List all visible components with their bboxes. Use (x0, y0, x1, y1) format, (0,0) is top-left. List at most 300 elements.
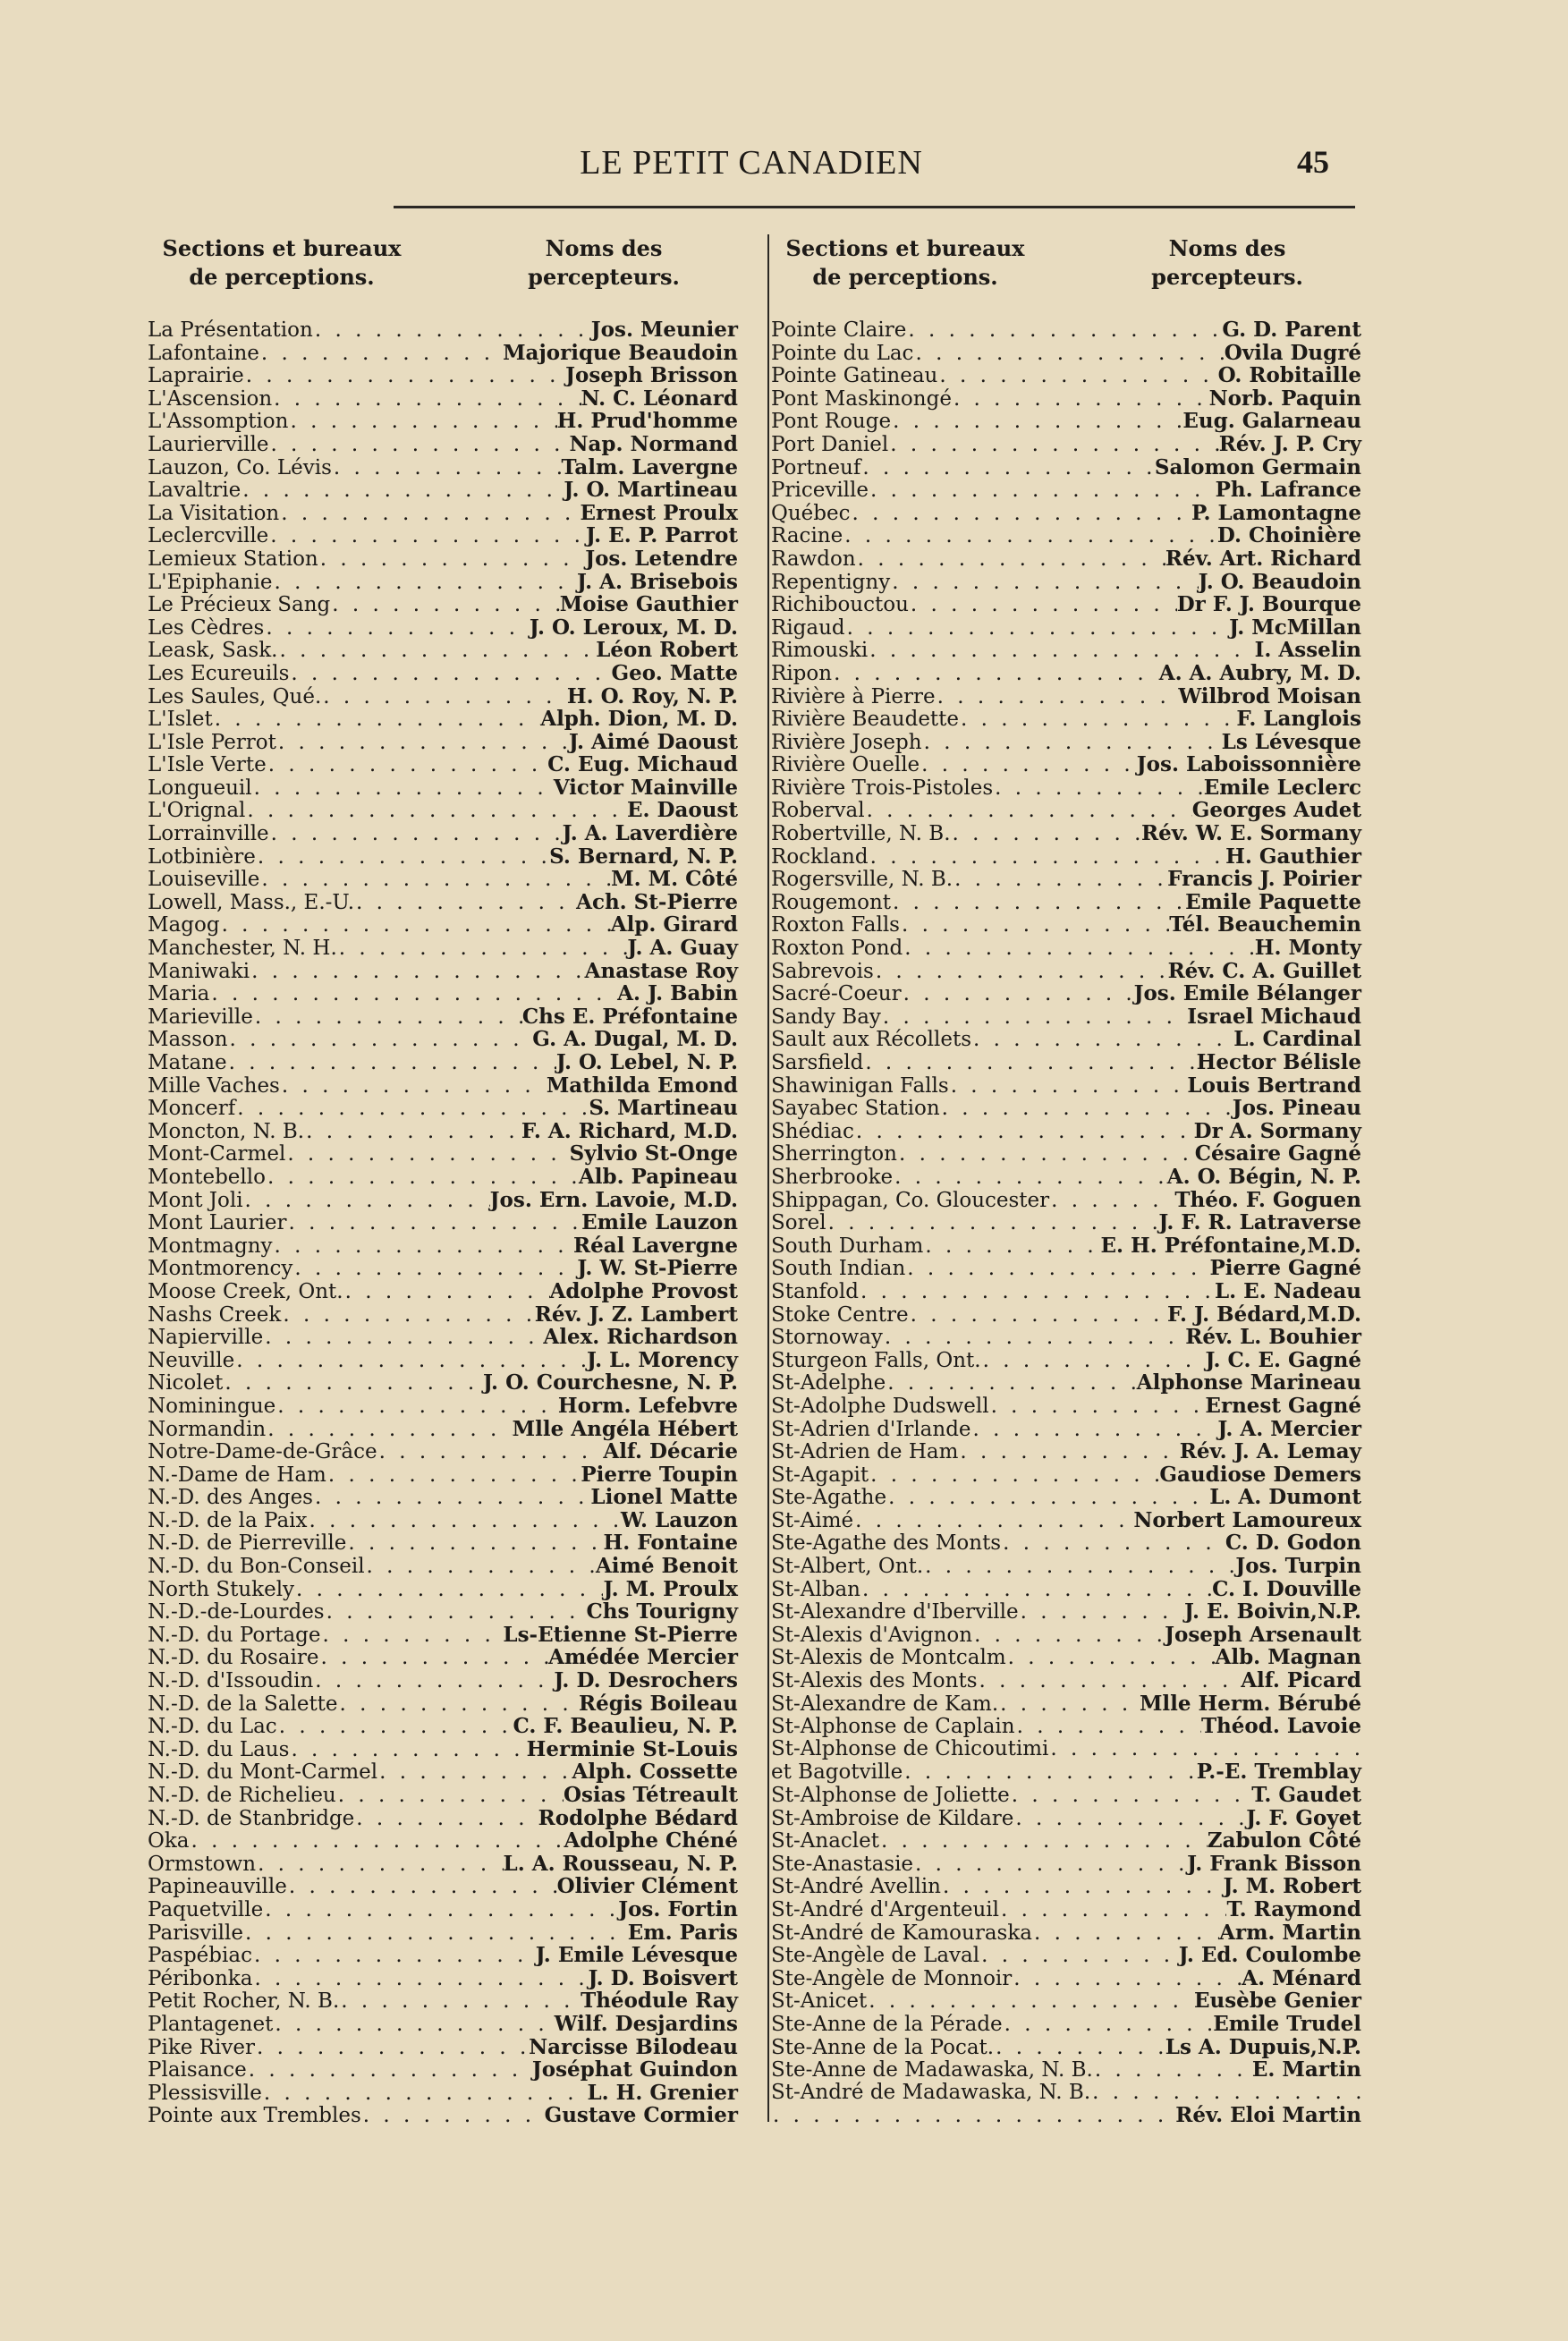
list-item (148, 1829, 738, 1853)
section-name: St-Agapit (771, 1463, 869, 1487)
dot-leader (1090, 2082, 1361, 2105)
section-name: Montebello (148, 1165, 266, 1189)
collector-name: A. Ménard (1242, 1965, 1361, 1990)
list-item (148, 1005, 738, 1029)
dot-leader (266, 1419, 512, 1442)
section-name: Roxton Falls (771, 913, 900, 937)
collector-name: Léon Robert (596, 638, 738, 663)
section-name: N.-D. du Lac (148, 1715, 277, 1739)
list-item (148, 616, 738, 640)
collector-name: Amédée Mercier (548, 1645, 738, 1670)
list-item (148, 1280, 738, 1303)
dot-leader (891, 892, 1185, 915)
list-item (771, 2104, 1361, 2127)
collector-name: F. Langlois (1236, 707, 1361, 732)
collector-name: Adolphe Provost (549, 1278, 738, 1303)
collector-name: Adolphe Chéné (564, 1828, 738, 1853)
dot-leader (289, 663, 611, 686)
section-name: Sabrevois (771, 959, 874, 983)
section-name: Shawinigan Falls (771, 1073, 949, 1098)
collector-name: Dr A. Sormany (1193, 1118, 1361, 1143)
section-name: Nominingue (148, 1394, 276, 1418)
list-item (771, 342, 1361, 365)
dot-leader (259, 869, 611, 892)
list-item (771, 433, 1361, 456)
list-item (771, 1371, 1361, 1395)
dot-leader (247, 2059, 532, 2082)
section-name: Laprairie (148, 364, 244, 388)
collector-name: D. Choinière (1216, 523, 1361, 548)
list-item (771, 708, 1361, 731)
section-name: Stoke Centre (771, 1302, 909, 1327)
section-name: L'Orignal (148, 799, 246, 823)
section-name: Le Précieux Sang (148, 593, 331, 617)
collector-name: L. A. Rousseau, N. P. (503, 1851, 738, 1876)
collector-name: J. F. R. Latraverse (1158, 1210, 1361, 1235)
section-name: Rivière Ouelle (771, 753, 920, 777)
section-name: St-André de Madawaska, N. B. (771, 2080, 1091, 2104)
section-name: Rawdon (771, 547, 856, 571)
list-item (771, 2058, 1361, 2082)
dot-leader (900, 914, 1169, 937)
dot-leader (863, 1052, 1196, 1075)
collector-name: J. Frank Bisson (1187, 1851, 1361, 1876)
dot-leader (920, 754, 1137, 777)
list-item (148, 1120, 738, 1143)
collector-name: C. Eug. Michaud (547, 752, 738, 777)
running-title: LE PETIT CANADIEN (580, 144, 923, 182)
section-name: Priceville (771, 479, 869, 503)
list-item (771, 1989, 1361, 2013)
collector-name: Théod. Lavoie (1200, 1714, 1361, 1739)
section-name: Louiseville (148, 868, 260, 892)
collector-name: Ach. St-Pierre (576, 889, 738, 914)
list-item (771, 1509, 1361, 1532)
collector-name: Francis J. Poirier (1167, 867, 1361, 892)
dot-leader (213, 708, 541, 732)
dot-leader (883, 1327, 1185, 1350)
dot-leader (897, 1143, 1195, 1166)
section-name: Les Saules, Qué. (148, 684, 322, 708)
collector-name: Chs E. Préfontaine (521, 1004, 738, 1029)
dot-leader (354, 892, 576, 915)
collector-name: Rodolphe Bédard (538, 1805, 738, 1830)
section-name: North Stukely (148, 1577, 295, 1601)
list-item (771, 1418, 1361, 1441)
section-name: Rivière Beaudette (771, 708, 960, 732)
collector-name: Alb. Papineau (578, 1164, 738, 1189)
section-name: N.-D. du Bon-Conseil (148, 1555, 365, 1579)
collector-name: Arm. Martin (1219, 1920, 1361, 1945)
dot-leader (1006, 1647, 1216, 1670)
section-name: Repentigny (771, 570, 891, 594)
section-name: St-André de Kamouraska (771, 1921, 1033, 1945)
list-item (771, 2013, 1361, 2036)
section-name: N.-D. du Rosaire (148, 1646, 319, 1670)
dot-leader (1049, 1190, 1174, 1213)
section-name: Petit Rocher, N. B. (148, 1989, 340, 2014)
section-name: Stornoway (771, 1326, 883, 1350)
section-name: L'Ascension (148, 386, 273, 411)
section-name: Magog (148, 913, 220, 937)
section-name: Leask, Sask. (148, 639, 278, 663)
collector-name: C. I. Douville (1212, 1576, 1361, 1601)
dot-leader (881, 1006, 1187, 1030)
list-item (148, 1097, 738, 1120)
dot-leader (313, 319, 591, 343)
list-item (771, 1600, 1361, 1624)
list-item (771, 891, 1361, 914)
collector-name: G. A. Dugal, M. D. (532, 1027, 738, 1052)
dot-leader (979, 1945, 1179, 1968)
dot-leader (1003, 2014, 1214, 2037)
list-item (771, 364, 1361, 387)
collector-name: P. Lamontagne (1191, 500, 1361, 525)
list-item (771, 1349, 1361, 1372)
section-name: Moncerf (148, 1097, 236, 1121)
list-item (771, 1395, 1361, 1418)
dot-leader (826, 1212, 1159, 1235)
collector-name: Anastase Roy (584, 958, 738, 983)
section-name: Les Ecureuils (148, 661, 290, 685)
section-name: Rivière Trois-Pistoles (771, 776, 994, 800)
dot-leader (321, 1624, 504, 1648)
dot-leader (245, 800, 627, 823)
section-name: Portneuf (771, 455, 861, 479)
right-column (771, 234, 1361, 2127)
collector-name: Jos. Laboissonnière (1136, 752, 1361, 777)
list-item (771, 1944, 1361, 1967)
dot-leader (276, 732, 569, 755)
list-item (148, 1646, 738, 1669)
dot-leader (874, 961, 1168, 984)
list-item (771, 1005, 1361, 1029)
list-item (771, 1531, 1361, 1555)
dot-leader (241, 479, 564, 503)
section-name: Québec (771, 501, 851, 525)
section-name: Ste-Anne de la Pérade (771, 2012, 1003, 2036)
list-item (771, 1807, 1361, 1830)
dot-leader (903, 1761, 1197, 1785)
section-name: St-Ambroise de Kildare (771, 1806, 1014, 1830)
section-name: Mont Laurier (148, 1211, 287, 1235)
list-item (148, 662, 738, 685)
section-name: Napierville (148, 1326, 264, 1350)
collector-name: Mlle Herm. Bérubé (1139, 1691, 1361, 1716)
collector-name: I. Asselin (1254, 638, 1361, 663)
list-item (771, 799, 1361, 822)
collector-name: Alp. Girard (610, 912, 738, 937)
collector-name: J. A. Laverdière (562, 821, 738, 846)
collector-name: J. Emile Lévesque (535, 1943, 738, 1968)
dot-leader (313, 1670, 554, 1693)
collector-name: Mlle Angéla Hébert (512, 1416, 738, 1441)
list-item (148, 891, 738, 914)
dot-leader (879, 1830, 1208, 1853)
section-name: Montmorency (148, 1257, 293, 1281)
collector-name: J. E. Boivin,N.P. (1183, 1599, 1361, 1624)
list-item (148, 1578, 738, 1601)
list-item (771, 1875, 1361, 1898)
collector-name: Alph. Dion, M. D. (540, 707, 738, 732)
dot-leader (886, 1372, 1137, 1395)
collector-name: J. O. Beaudoin (1198, 569, 1361, 594)
dot-leader (361, 2105, 545, 2128)
collector-name: Ls Lévesque (1221, 729, 1361, 754)
dot-leader (981, 1350, 1206, 1373)
section-name: Lafontaine (148, 341, 259, 365)
list-item (148, 524, 738, 547)
collector-name: Norbert Lamoureux (1133, 1507, 1361, 1532)
section-name: Lowell, Mass., E.-U. (148, 890, 355, 914)
collector-name: Jos. Pineau (1232, 1096, 1361, 1121)
list-item (148, 913, 738, 937)
collector-name: J. Aimé Daoust (568, 729, 738, 754)
collector-name: A. A. Aubry, M. D. (1158, 660, 1361, 685)
list-item (771, 776, 1361, 800)
dot-leader (266, 1166, 579, 1190)
dot-leader (287, 1212, 582, 1235)
collector-name: H. Monty (1254, 936, 1361, 961)
collector-name: O. Robitaille (1217, 363, 1361, 388)
section-name: Nicolet (148, 1371, 224, 1395)
section-name: L'Isle Verte (148, 753, 267, 777)
dot-leader (978, 1670, 1242, 1693)
dot-leader (304, 1121, 521, 1144)
dot-leader (264, 617, 530, 640)
section-name: N.-D. d'Issoudin (148, 1669, 314, 1693)
section-name: Sherrington (771, 1142, 897, 1166)
collector-name: Emile Leclerc (1203, 775, 1361, 800)
dot-leader (252, 1968, 588, 1991)
list-item (148, 708, 738, 731)
collector-name: Rév. J. Z. Lambert (534, 1302, 738, 1327)
dot-leader (252, 1945, 536, 1968)
dot-leader (941, 1876, 1224, 1899)
dot-leader (937, 365, 1217, 388)
dot-leader (281, 1304, 534, 1327)
dot-leader (267, 754, 547, 777)
list-item (148, 731, 738, 754)
section-name: Sarsfield (771, 1051, 864, 1074)
right-heading-names: Noms des percepteurs. (1151, 235, 1303, 290)
collector-name: Rév. W. E. Sormany (1140, 821, 1361, 846)
section-name: Ste-Angèle de Monnoir (771, 1966, 1013, 1990)
collector-name: Dr F. J. Bourque (1176, 592, 1361, 617)
section-name: St-Alexis des Monts (771, 1669, 978, 1693)
collector-name: Sylvio St-Onge (569, 1141, 738, 1166)
list-item (148, 868, 738, 891)
dot-leader (223, 1372, 483, 1395)
collector-name: F. J. Bédard,M.D. (1166, 1302, 1361, 1327)
list-item (771, 1211, 1361, 1234)
dot-leader (262, 2082, 588, 2106)
dot-leader (318, 548, 585, 572)
dot-leader (235, 1098, 589, 1121)
collector-name: Moise Gauthier (559, 592, 738, 617)
dot-leader (255, 2037, 529, 2060)
section-name: St-Albert, Ont. (771, 1555, 924, 1579)
list-item (771, 753, 1361, 776)
collector-name: J. A. Mercier (1217, 1416, 1361, 1441)
list-item (148, 2058, 738, 2082)
list-item (771, 1486, 1361, 1509)
dot-leader (1019, 1601, 1184, 1624)
section-name: St-Alexandre d'Iberville (771, 1600, 1019, 1624)
collector-name: Aimé Benoit (595, 1554, 738, 1579)
collector-name: Ph. Lafrance (1215, 478, 1361, 503)
section-name: Sayabec Station (771, 1097, 940, 1121)
collector-name: Zabulon Côté (1207, 1828, 1361, 1853)
dot-leader (903, 937, 1254, 961)
list-item (148, 1807, 738, 1830)
section-name: Longueuil (148, 776, 252, 800)
dot-leader (190, 1830, 564, 1853)
list-item (148, 1760, 738, 1784)
list-item (148, 937, 738, 960)
collector-name: Rév. J. A. Lemay (1179, 1439, 1361, 1464)
collector-name: Ernest Proulx (580, 500, 738, 525)
dot-leader (1013, 1808, 1246, 1831)
dot-leader (854, 1121, 1194, 1144)
collector-name: C. F. Beaulieu, N. P. (513, 1714, 738, 1739)
list-item (148, 1853, 738, 1876)
list-item (148, 1395, 738, 1418)
collector-name: H. Fontaine (603, 1531, 738, 1556)
section-name: N.-D. du Laus (148, 1737, 290, 1761)
section-name: Papineauville (148, 1875, 287, 1899)
collector-name: Régis Boileau (578, 1691, 738, 1716)
list-item (771, 1166, 1361, 1189)
list-item (148, 982, 738, 1005)
section-name: Paspébiac (148, 1944, 252, 1968)
collector-name: Théodule Ray (581, 1989, 738, 2014)
collector-name: H. O. Roy, N. P. (566, 683, 738, 708)
section-name: Stanfold (771, 1279, 859, 1303)
dot-leader (346, 1532, 603, 1556)
collector-name: Rév. Art. Richard (1165, 546, 1361, 571)
collector-name: Gustave Cormier (544, 2103, 738, 2128)
list-item (148, 1989, 738, 2013)
section-name: Plantagenet (148, 2012, 274, 2036)
collector-name: Mathilda Emond (546, 1073, 738, 1098)
collector-name: Wilf. Desjardins (554, 2011, 738, 2036)
collector-name: T. Gaudet (1251, 1783, 1361, 1807)
section-name: Pont Rouge (771, 410, 892, 434)
list-item (771, 1829, 1361, 1853)
dot-leader (252, 777, 554, 801)
list-item (148, 639, 738, 662)
list-item (148, 822, 738, 845)
section-name: St-Alexis d'Avignon (771, 1623, 973, 1647)
collector-name: Wilbrod Moisan (1178, 683, 1361, 708)
dot-leader (953, 869, 1167, 892)
section-name: Robertville, N. B. (771, 822, 951, 846)
list-item (148, 1371, 738, 1395)
list-item (771, 1738, 1361, 1761)
dot-leader (890, 572, 1198, 595)
list-item (148, 1303, 738, 1327)
list-item (148, 1921, 738, 1945)
dot-leader (280, 1075, 547, 1098)
list-item (771, 1669, 1361, 1692)
list-item (148, 1692, 738, 1716)
section-name: Pont Maskinongé (771, 386, 952, 411)
dot-leader (337, 937, 628, 961)
collector-name: Théo. F. Goguen (1174, 1187, 1361, 1212)
list-item (148, 479, 738, 502)
collector-name: J. O. Lebel, N. P. (555, 1050, 738, 1074)
dot-leader (1093, 2059, 1252, 2082)
section-name: L'Isle Perrot (148, 730, 276, 754)
list-item (148, 1715, 738, 1738)
dot-leader (321, 686, 567, 709)
collector-name: Jos. Letendre (585, 546, 738, 571)
section-name: Sandy Bay (771, 1005, 881, 1029)
list-item (148, 364, 738, 387)
section-name: Marieville (148, 1005, 253, 1029)
dot-leader (958, 1441, 1179, 1464)
dot-leader (845, 617, 1229, 640)
section-name: N.-D.-de-Lourdes (148, 1600, 325, 1624)
dot-leader (227, 1052, 556, 1075)
collector-name: Horm. Lefebvre (557, 1393, 738, 1418)
list-item (148, 387, 738, 411)
list-item (771, 2036, 1361, 2059)
dot-leader (860, 1579, 1212, 1602)
list-item (148, 433, 738, 456)
list-item (771, 1692, 1361, 1716)
collector-name: J. McMillan (1229, 615, 1361, 640)
list-item (148, 1531, 738, 1555)
collector-name: Louis Bertrand (1187, 1073, 1361, 1098)
section-name: N.-D. des Anges (148, 1486, 313, 1510)
section-name: St-André Avellin (771, 1875, 941, 1899)
section-name: Lorrainville (148, 822, 269, 846)
section-name: St-Alban (771, 1577, 860, 1601)
dot-leader (959, 708, 1236, 732)
collector-name: J. M. Robert (1223, 1874, 1361, 1899)
collector-name: P.-E. Tremblay (1196, 1760, 1361, 1785)
section-name: Sault aux Récollets (771, 1028, 972, 1052)
list-item (148, 318, 738, 342)
list-item (771, 502, 1361, 525)
dot-leader (326, 1464, 581, 1488)
list-item (148, 1944, 738, 1967)
list-item (771, 571, 1361, 594)
list-item (771, 1097, 1361, 1120)
section-name: St-Adrien de Ham (771, 1440, 959, 1464)
list-item (148, 1898, 738, 1921)
collector-name: Israel Michaud (1187, 1004, 1361, 1029)
list-item (148, 1326, 738, 1349)
list-item (771, 1280, 1361, 1303)
section-name: N.-D. du Mont-Carmel (148, 1760, 378, 1785)
collector-name: N. C. Léonard (581, 386, 738, 411)
dot-leader (893, 1166, 1167, 1190)
collector-name: A. O. Bégin, N. P. (1166, 1164, 1361, 1189)
section-name: Moose Creek, Ont. (148, 1279, 343, 1303)
dot-leader (1015, 1716, 1201, 1739)
collector-name: Olivier Clément (556, 1874, 738, 1899)
section-name: Leclercville (148, 524, 269, 548)
section-name: St-Anaclet (771, 1829, 879, 1853)
section-name: Sorel (771, 1211, 826, 1235)
dot-leader (377, 1761, 572, 1785)
section-name: St-Adolphe Dudswell (771, 1394, 989, 1418)
list-item (148, 1509, 738, 1532)
list-item (771, 1898, 1361, 1921)
